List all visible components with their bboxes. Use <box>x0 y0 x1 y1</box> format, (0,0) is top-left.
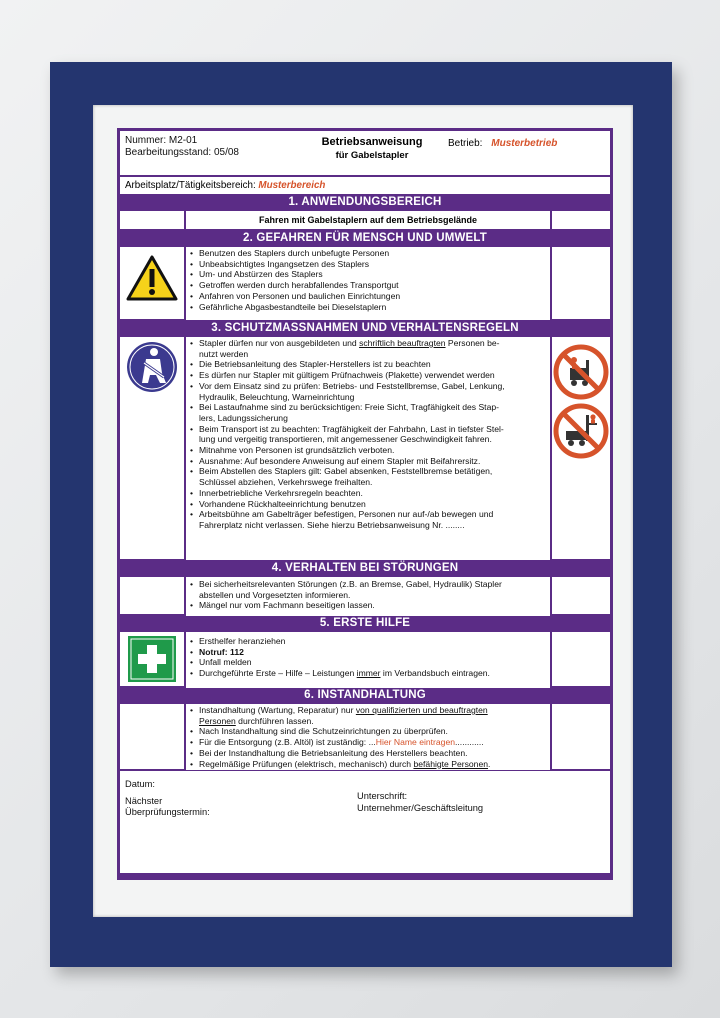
maintenance-text: ............ <box>455 737 484 748</box>
rule-text: Die Betriebsanleitung des Stapler-Herstellers ist zu beachten <box>199 359 431 370</box>
first-aid-item: • Ersthelfer heranziehen <box>190 636 286 646</box>
rule-item: • Vorhandene Rückhalteeinrichtung benutzen <box>190 498 366 509</box>
hazard-item: • Gefährliche Abgasbestandteile bei Dieselstaplern <box>190 302 550 313</box>
section-2-hazards <box>186 247 550 320</box>
title-line-1: Betriebsanweisung <box>321 136 423 148</box>
company-value: Musterbetrieb <box>491 138 558 149</box>
section-4-text <box>186 577 550 616</box>
section-3-heading: 3. SCHUTZMASSNAHMEN UND VERHALTENSREGELN <box>120 321 610 336</box>
company-label: Betrieb: <box>448 138 483 149</box>
rule-item: • Beim Transport ist zu beachten: Tragfähigkeit der Fahrbahn, Last in tiefster Stel- <box>190 423 504 434</box>
maintenance-underlined: Personen <box>199 715 236 726</box>
hazard-item: • Anfahren von Personen und baulichen Einrichtungen <box>190 291 550 302</box>
malfunction-list <box>186 579 550 611</box>
section-3-sign-cell <box>552 337 610 559</box>
rule-text: Arbeitsbühne am Gabelträger befestigen, Personen nur auf-/ab bewegen und <box>199 509 494 520</box>
maintenance-text: Für die Entsorgung (z.B. Altöl) ist zuständig: ... <box>199 737 376 748</box>
section-5-sign-cell <box>552 632 610 686</box>
maintenance-item: • Bei der Instandhaltung die Betriebsanleitung des Herstellers beachten. <box>190 747 468 758</box>
section-2-heading: 2. GEFAHREN FÜR MENSCH UND UMWELT <box>120 231 610 246</box>
warning-triangle-icon <box>120 247 184 319</box>
name-placeholder: Hier Name eintragen <box>375 737 456 748</box>
section-3-rules <box>186 337 550 560</box>
rule-item: • Beim Abstellen des Staplers gilt: Gabel absenken, Feststellbremse betätigen, <box>190 466 493 477</box>
header-divider <box>120 175 610 177</box>
rule-item: • Es dürfen nur Stapler mit gültigem Prüfnachweis (Plakette) verwendet werden <box>190 370 495 381</box>
maintenance-text: Regelmäßige Prüfungen (elektrisch, mechanisch) durch <box>199 758 414 769</box>
section-5-heading: 5. ERSTE HILFE <box>120 616 610 631</box>
first-aid-text: Durchgeführte Erste – Hilfe – Leistungen <box>199 668 357 679</box>
rule-text: Personen be- <box>445 338 500 348</box>
rule-text: Beim Transport ist zu beachten: Tragfähigkeit der Fahrbahn, Last in tiefster Stel- <box>199 423 504 434</box>
rule-text: Vorhandene Rückhalteeinrichtung benutzen <box>199 498 366 509</box>
no-passenger-icon <box>552 342 610 402</box>
rule-continuation: nutzt werden <box>199 348 249 359</box>
rule-text: Bei Lastaufnahme sind zu berücksichtigen: Freie Sicht, Tragfähigkeit des Stap- <box>199 402 499 413</box>
maintenance-text: . <box>488 758 491 769</box>
section-6-text <box>186 704 550 770</box>
document-title <box>312 136 432 162</box>
rules-list <box>186 338 550 531</box>
rule-continuation: Hydraulik, Beleuchtung, Warneinrichtung <box>199 391 355 402</box>
rule-item: • Arbeitsbühne am Gabelträger befestigen, Personen nur auf-/ab bewegen und <box>190 509 494 520</box>
rule-text: Stapler dürfen nur von ausgebildeten und <box>199 338 360 348</box>
hazard-list <box>186 248 550 312</box>
rule-item: • Bei Lastaufnahme sind zu berücksichtigen: Freie Sicht, Tragfähigkeit des Stap- <box>190 402 499 413</box>
rule-item: • Innerbetriebliche Verkehrsregeln beachten. <box>190 487 363 498</box>
section-2-icon-cell <box>120 247 184 319</box>
rule-item: • Ausnahme: Auf besondere Anweisung auf einem Stapler mit Beifahrersitz. <box>190 455 481 466</box>
maintenance-text: durchführen lassen. <box>235 715 314 726</box>
malfunction-text: Bei sicherheitsrelevanten Störungen (z.B. an Bremse, Gabel, Hydraulik) Stapler <box>199 579 502 589</box>
hazard-item: • Getroffen werden durch herabfallendes Transportgut <box>190 280 550 291</box>
section-4-heading: 4. VERHALTEN BEI STÖRUNGEN <box>120 561 610 576</box>
signatory-label: Unternehmer/Geschäftsleitung <box>357 803 484 813</box>
rule-text: Ausnahme: Auf besondere Anweisung auf einem Stapler mit Beifahrersitz. <box>199 455 481 466</box>
malfunction-text: Mängel nur vom Fachmann beseitigen lassen. <box>199 600 375 611</box>
rule-continuation: lers, Ladungssicherung <box>199 412 288 423</box>
next-review-label: Nächster <box>125 796 163 806</box>
section-5-icon-cell <box>120 632 184 686</box>
signature-block <box>120 771 610 873</box>
first-aid-text: Ersthelfer heranziehen <box>199 636 286 646</box>
section-1-heading: 1. ANWENDUNGSBEREICH <box>120 195 610 210</box>
no-person-lift-icon <box>552 401 610 461</box>
section-4-icon-cell <box>120 577 184 614</box>
review-date-label: Überprüfungstermin: <box>125 807 210 817</box>
hazard-item: • Benutzen des Staplers durch unbefugte Personen <box>190 248 550 259</box>
maintenance-underlined: befähigte Personen <box>413 758 489 769</box>
maintenance-text: Nach Instandhaltung sind die Schutzeinrichtungen zu überprüfen. <box>199 726 448 737</box>
revision-status: Bearbeitungsstand: 05/08 <box>125 147 239 158</box>
maintenance-list <box>186 705 550 769</box>
malfunction-item: • Mängel nur vom Fachmann beseitigen lassen. <box>190 600 375 611</box>
rule-continuation: lung und vergeitig transportieren, mit angemessener Geschwindigkeit fahren. <box>199 434 492 445</box>
title-line-2: für Gabelstapler <box>335 150 409 161</box>
section-1-text: Fahren mit Gabelstaplern auf dem Betriebsgelände <box>186 211 550 229</box>
maintenance-text: Bei der Instandhaltung die Betriebsanleitung des Herstellers beachten. <box>199 747 468 758</box>
maintenance-text: Instandhaltung (Wartung, Reparatur) nur <box>199 705 356 715</box>
first-aid-item: • Durchgeführte Erste – Hilfe – Leistungen immer im Verbandsbuch eintragen. <box>190 668 490 679</box>
rule-text: Vor dem Einsatz sind zu prüfen: Betriebs- und Feststellbremse, Gabel, Lenkung, <box>199 380 505 391</box>
first-aid-item: • Notruf: 112 <box>190 646 244 657</box>
rule-underlined: schriftlich beauftragten <box>359 338 446 348</box>
operating-instruction-sheet <box>117 128 613 880</box>
section-1-icon-cell <box>120 211 184 229</box>
company-field <box>448 138 557 149</box>
section-2-sign-cell <box>552 247 610 319</box>
workplace-label: Arbeitsplatz/Tätigkeitsbereich: <box>125 180 256 191</box>
rule-continuation: Fahrerplatz nicht verlassen. Siehe hierzu Betriebsanweisung Nr. ........ <box>199 519 465 530</box>
section-1-sign-cell <box>552 211 610 229</box>
section-6-icon-cell <box>120 704 184 769</box>
signature-label: Unterschrift: <box>357 791 408 801</box>
first-aid-list <box>186 636 550 679</box>
section-5-text <box>186 632 550 690</box>
maintenance-item: • Instandhaltung (Wartung, Reparatur) nur von qualifizierten und beauftragten <box>190 705 488 715</box>
maintenance-item: • Regelmäßige Prüfungen (elektrisch, mechanisch) durch befähigte Personen. <box>190 758 491 769</box>
rule-text: Beim Abstellen des Staplers gilt: Gabel absenken, Feststellbremse betätigen, <box>199 466 493 477</box>
maintenance-item: • Nach Instandhaltung sind die Schutzeinrichtungen zu überprüfen. <box>190 726 448 737</box>
rule-item: • Vor dem Einsatz sind zu prüfen: Betriebs- und Feststellbremse, Gabel, Lenkung, <box>190 380 505 391</box>
date-label: Datum: <box>125 779 155 789</box>
malfunction-continuation: abstellen und Vorgesetzten informieren. <box>199 589 351 600</box>
workplace-field <box>125 180 325 191</box>
hazard-item: • Unbeabsichtigtes Ingangsetzen des Staplers <box>190 259 550 270</box>
rule-text: Mitnahme von Personen ist grundsätzlich verboten. <box>199 445 395 456</box>
form-number: Nummer: M2-01 <box>125 135 198 146</box>
first-aid-item: • Unfall melden <box>190 657 252 668</box>
rule-continuation: Schlüssel abziehen, Verkehrswege freihalten. <box>199 477 373 488</box>
first-aid-icon <box>120 632 184 686</box>
maintenance-item: • Für die Entsorgung (z.B. Altöl) ist zuständig: ...Hier Name eintragen............ <box>190 737 484 748</box>
malfunction-item: • Bei sicherheitsrelevanten Störungen (z.B. an Bremse, Gabel, Hydraulik) Stapler <box>190 579 502 589</box>
section-4-sign-cell <box>552 577 610 614</box>
hazard-item: • Um- und Abstürzen des Staplers <box>190 269 550 280</box>
workplace-value: Musterbereich <box>258 180 326 191</box>
section-3-icon-cell <box>120 337 184 559</box>
seatbelt-mandatory-icon <box>120 337 184 397</box>
maintenance-underlined: von qualifizierten und beauftragten <box>355 705 488 715</box>
rule-item: • Die Betriebsanleitung des Stapler-Herstellers ist zu beachten <box>190 359 431 370</box>
rule-item: • Stapler dürfen nur von ausgebildeten und schriftlich beauftragten Personen be- <box>190 338 500 348</box>
rule-text: Innerbetriebliche Verkehrsregeln beachten. <box>199 487 363 498</box>
header-block <box>120 131 610 194</box>
first-aid-text: im Verbandsbuch eintragen. <box>380 668 490 679</box>
first-aid-underlined: immer <box>356 668 381 679</box>
rule-text: Es dürfen nur Stapler mit gültigem Prüfnachweis (Plakette) verwendet werden <box>199 370 495 381</box>
maintenance-continuation <box>186 716 550 727</box>
section-6-heading: 6. INSTANDHALTUNG <box>120 688 610 703</box>
emergency-number: Notruf: 112 <box>199 646 244 657</box>
rule-item: • Mitnahme von Personen ist grundsätzlich verboten. <box>190 445 395 456</box>
section-6-sign-cell <box>552 704 610 769</box>
first-aid-text: Unfall melden <box>199 657 252 668</box>
